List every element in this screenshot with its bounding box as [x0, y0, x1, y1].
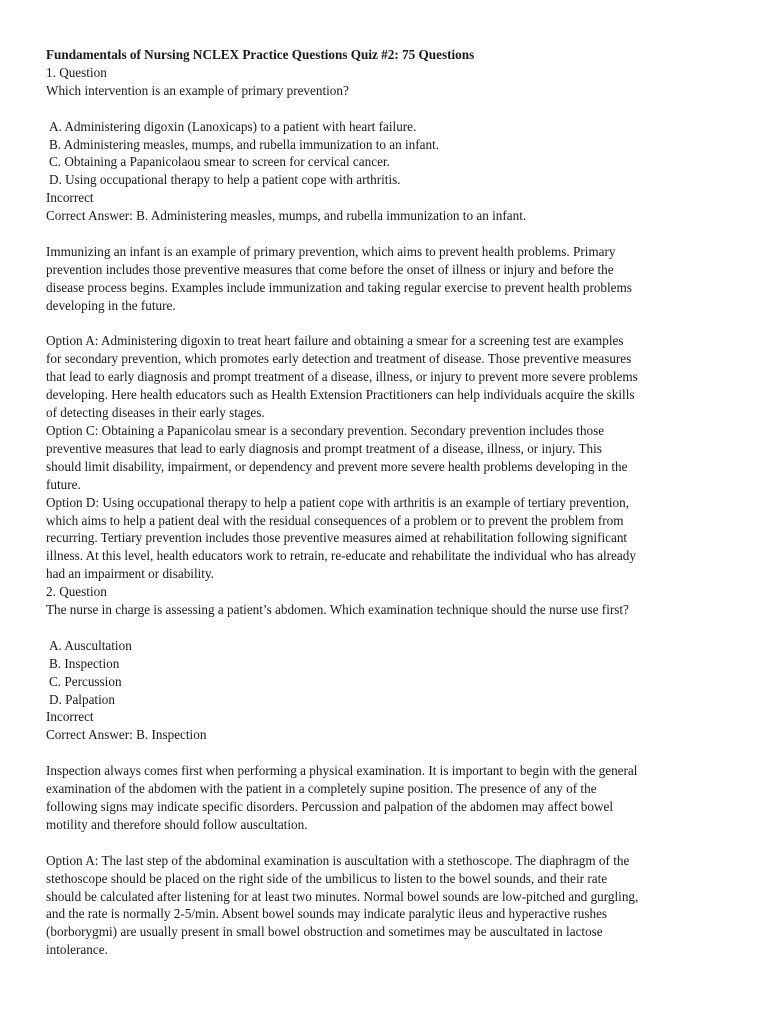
question-2-option-a-rationale-line: Option A: The last step of the abdominal examination is auscultation with a stethoscope. The diaphragm of the: [46, 852, 630, 868]
question-1-option-a: A. Administering digoxin (Lanoxicaps) to a patient with heart failure.: [49, 118, 417, 134]
question-1-option-d-rationale-line: recurring. Tertiary prevention includes those preventive measures aimed at rehabilitation following significant: [46, 530, 628, 546]
spacer: [46, 744, 726, 762]
question-1-option-a-rationale-line: developing. Here health educators such as Health Extension Practitioners can help individuals acquire the skills: [46, 387, 635, 403]
question-2-prompt: The nurse in charge is assessing a patient’s abdomen. Which examination technique should the nurse use first?: [46, 602, 629, 618]
question-1-option-d-rationale-line: illness. At this level, health educators work to retrain, re-educate and rehabilitate the individual who has already: [46, 548, 636, 564]
question-2-heading: 2. Question: [46, 584, 107, 600]
question-2-correct-answer: Correct Answer: B. Inspection: [46, 727, 207, 743]
question-1-correct-answer: Correct Answer: B. Administering measles, mumps, and rubella immunization to an infant.: [46, 208, 527, 224]
question-1-option-a-rationale-line: Option A: Administering digoxin to treat heart failure and obtaining a smear for a screening test are examples: [46, 333, 624, 349]
question-2-explanation-line: Inspection always comes first when performing a physical examination. It is important to begin with the general: [46, 763, 638, 779]
question-2-option-a-rationale-line: intolerance.: [46, 942, 108, 958]
question-2-option-c: C. Percussion: [49, 673, 122, 689]
spacer: [46, 315, 726, 333]
question-2-explanation-line: motility and therefore should follow auscultation.: [46, 816, 308, 832]
question-1-option-c-rationale-line: preventive measures that lead to early diagnosis and prompt treatment of a disease, illness, or injury. This: [46, 440, 602, 456]
question-1-option-a-rationale-line: that lead to early diagnosis and prompt treatment of a disease, illness, or injury to prevent more severe problems: [46, 369, 638, 385]
question-1-heading: 1. Question: [46, 64, 107, 80]
question-1-result: Incorrect: [46, 190, 94, 206]
question-1-prompt: Which intervention is an example of primary prevention?: [46, 82, 349, 98]
question-1-option-d-rationale-line: Option D: Using occupational therapy to help a patient cope with arthritis is an example of tertiary prevention,: [46, 494, 630, 510]
question-2-option-d: D. Palpation: [49, 691, 115, 707]
question-2-option-b: B. Inspection: [49, 655, 120, 671]
question-1-option-a-rationale-line: for secondary prevention, which promotes early detection and treatment of disease. Those preventive measures: [46, 351, 632, 367]
question-1-option-d: D. Using occupational therapy to help a patient cope with arthritis.: [49, 172, 401, 188]
question-2-option-a-rationale-line: stethoscope should be placed on the right side of the umbilicus to listen to the bowel sounds, and their rate: [46, 870, 608, 886]
question-1-option-b: B. Administering measles, mumps, and rubella immunization to an infant.: [49, 136, 440, 152]
question-1-option-c-rationale-line: should limit disability, impairment, or dependency and prevent more severe health problems developing in the: [46, 458, 628, 474]
question-1-option-c: C. Obtaining a Papanicolaou smear to screen for cervical cancer.: [49, 154, 390, 170]
question-1-option-d-rationale-line: had an impairment or disability.: [46, 566, 214, 582]
spacer: [46, 834, 726, 852]
question-1-option-d-rationale-line: which aims to help a patient deal with the residual consequences of a problem or to prevent the problem from: [46, 512, 624, 528]
question-1-option-c-rationale-line: future.: [46, 476, 81, 492]
spacer: [46, 619, 726, 637]
question-1-explanation-line: Immunizing an infant is an example of primary prevention, which aims to prevent health problems. Primary: [46, 243, 616, 259]
document-title: Fundamentals of Nursing NCLEX Practice Questions Quiz #2: 75 Questions: [46, 47, 475, 62]
question-2-option-a-rationale-line: and the rate is normally 2-5/min. Absent bowel sounds may indicate paralytic ileus and hyperactive rushes: [46, 906, 608, 922]
question-1-explanation-line: developing in the future.: [46, 297, 176, 313]
question-2-result: Incorrect: [46, 709, 94, 725]
spacer: [46, 100, 726, 118]
question-1-explanation-line: disease process begins. Examples include immunization and taking regular exercise to prevent health problems: [46, 279, 632, 295]
question-1-option-c-rationale-line: Option C: Obtaining a Papanicolau smear is a secondary prevention. Secondary prevention includes those: [46, 422, 605, 438]
question-2-explanation-line: following signs may indicate specific disorders. Percussion and palpation of the abdomen may affect bowel: [46, 798, 614, 814]
spacer: [46, 225, 726, 243]
question-2-explanation-line: examination of the abdomen with the patient in a completely supine position. The presence of any of the: [46, 781, 597, 797]
document-page: [46, 46, 726, 959]
question-1-option-a-rationale-line: of detecting diseases in their early stages.: [46, 405, 265, 421]
question-2-option-a-rationale-line: should be calculated after listening for at least two minutes. Normal bowel sounds are low-pitched and gurgling,: [46, 888, 639, 904]
question-2-option-a-rationale-line: (borborygmi) are usually present in small bowel obstruction and sometimes may be auscultated in lactose: [46, 924, 603, 940]
question-2-option-a: A. Auscultation: [49, 637, 132, 653]
question-1-explanation-line: prevention includes those preventive measures that come before the onset of illness or injury and before the: [46, 261, 614, 277]
